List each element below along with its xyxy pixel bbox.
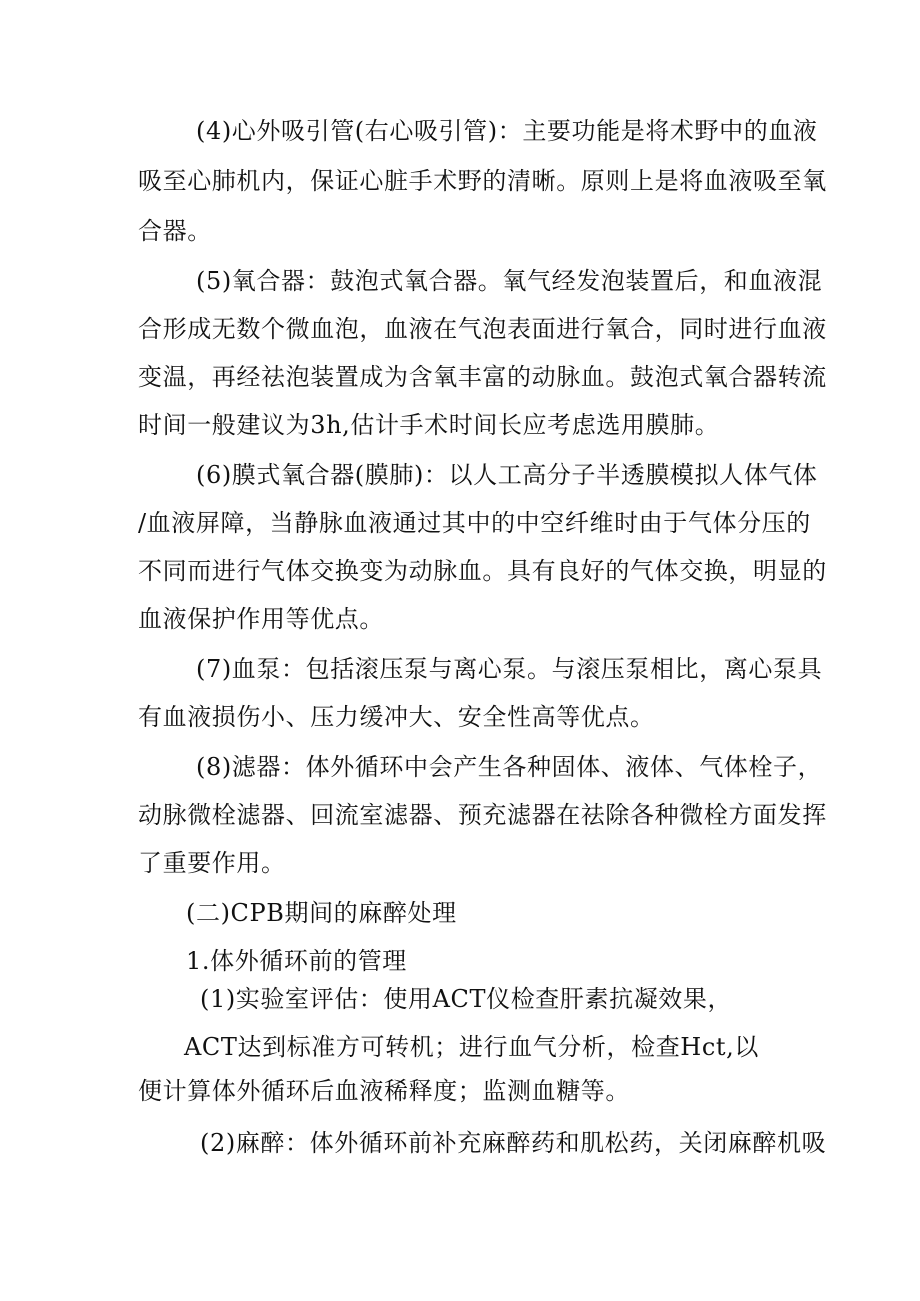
p6-line-2: /血液屏障，当静脉血液通过其中的中空纤维时由于气体分压的: [138, 509, 811, 537]
p8-line-2: 动脉微栓滤器、回流室滤器、预充滤器在祛除各种微栓方面发挥: [138, 801, 827, 829]
p6-line-4: 血液保护作用等优点。: [138, 605, 384, 633]
p8-line-1: (8)滤器：体外循环中会产生各种固体、液体、气体栓子，: [196, 753, 823, 781]
p5-line-1: (5)氧合器：鼓泡式氧合器。氧气经发泡装置后，和血液混: [196, 267, 823, 295]
lab-line-3: 便计算体外循环后血液稀释度；监测血糖等。: [138, 1077, 630, 1105]
p4-line-3: 合器。: [138, 217, 212, 245]
p8-line-3: 了重要作用。: [138, 849, 286, 877]
p5-line-2: 合形成无数个微血泡，血液在气泡表面进行氧合，同时进行血液: [138, 315, 827, 343]
p7-line-2: 有血液损伤小、压力缓冲大、安全性高等优点。: [138, 703, 655, 731]
p5-line-3: 变温，再经祛泡装置成为含氧丰富的动脉血。鼓泡式氧合器转流: [138, 363, 827, 391]
p4-line-1: (4)心外吸引管(右心吸引管)：主要功能是将术野中的血液: [196, 117, 818, 145]
subsection-heading: 1.体外循环前的管理: [186, 947, 407, 975]
lab-line-1: (1)实验室评估：使用ACT仪检查肝素抗凝效果，: [200, 985, 733, 1013]
section-heading: (二)CPB期间的麻醉处理: [186, 899, 457, 927]
lab-line-2: ACT达到标准方可转机；进行血气分析，检查Hct,以: [184, 1033, 759, 1061]
p5-line-4: 时间一般建议为3h,估计手术时间长应考虑选用膜肺。: [138, 411, 720, 439]
p7-line-1: (7)血泵：包括滚压泵与离心泵。与滚压泵相比，离心泵具: [196, 655, 823, 683]
p6-line-1: (6)膜式氧合器(膜肺)：以人工高分子半透膜模拟人体气体: [196, 461, 818, 489]
anesthesia-line-1: (2)麻醉：体外循环前补充麻醉药和肌松药，关闭麻醉机吸: [200, 1129, 827, 1157]
p6-line-3: 不同而进行气体交换变为动脉血。具有良好的气体交换，明显的: [138, 557, 827, 585]
p4-line-2: 吸至心肺机内，保证心脏手术野的清晰。原则上是将血液吸至氧: [138, 167, 827, 195]
